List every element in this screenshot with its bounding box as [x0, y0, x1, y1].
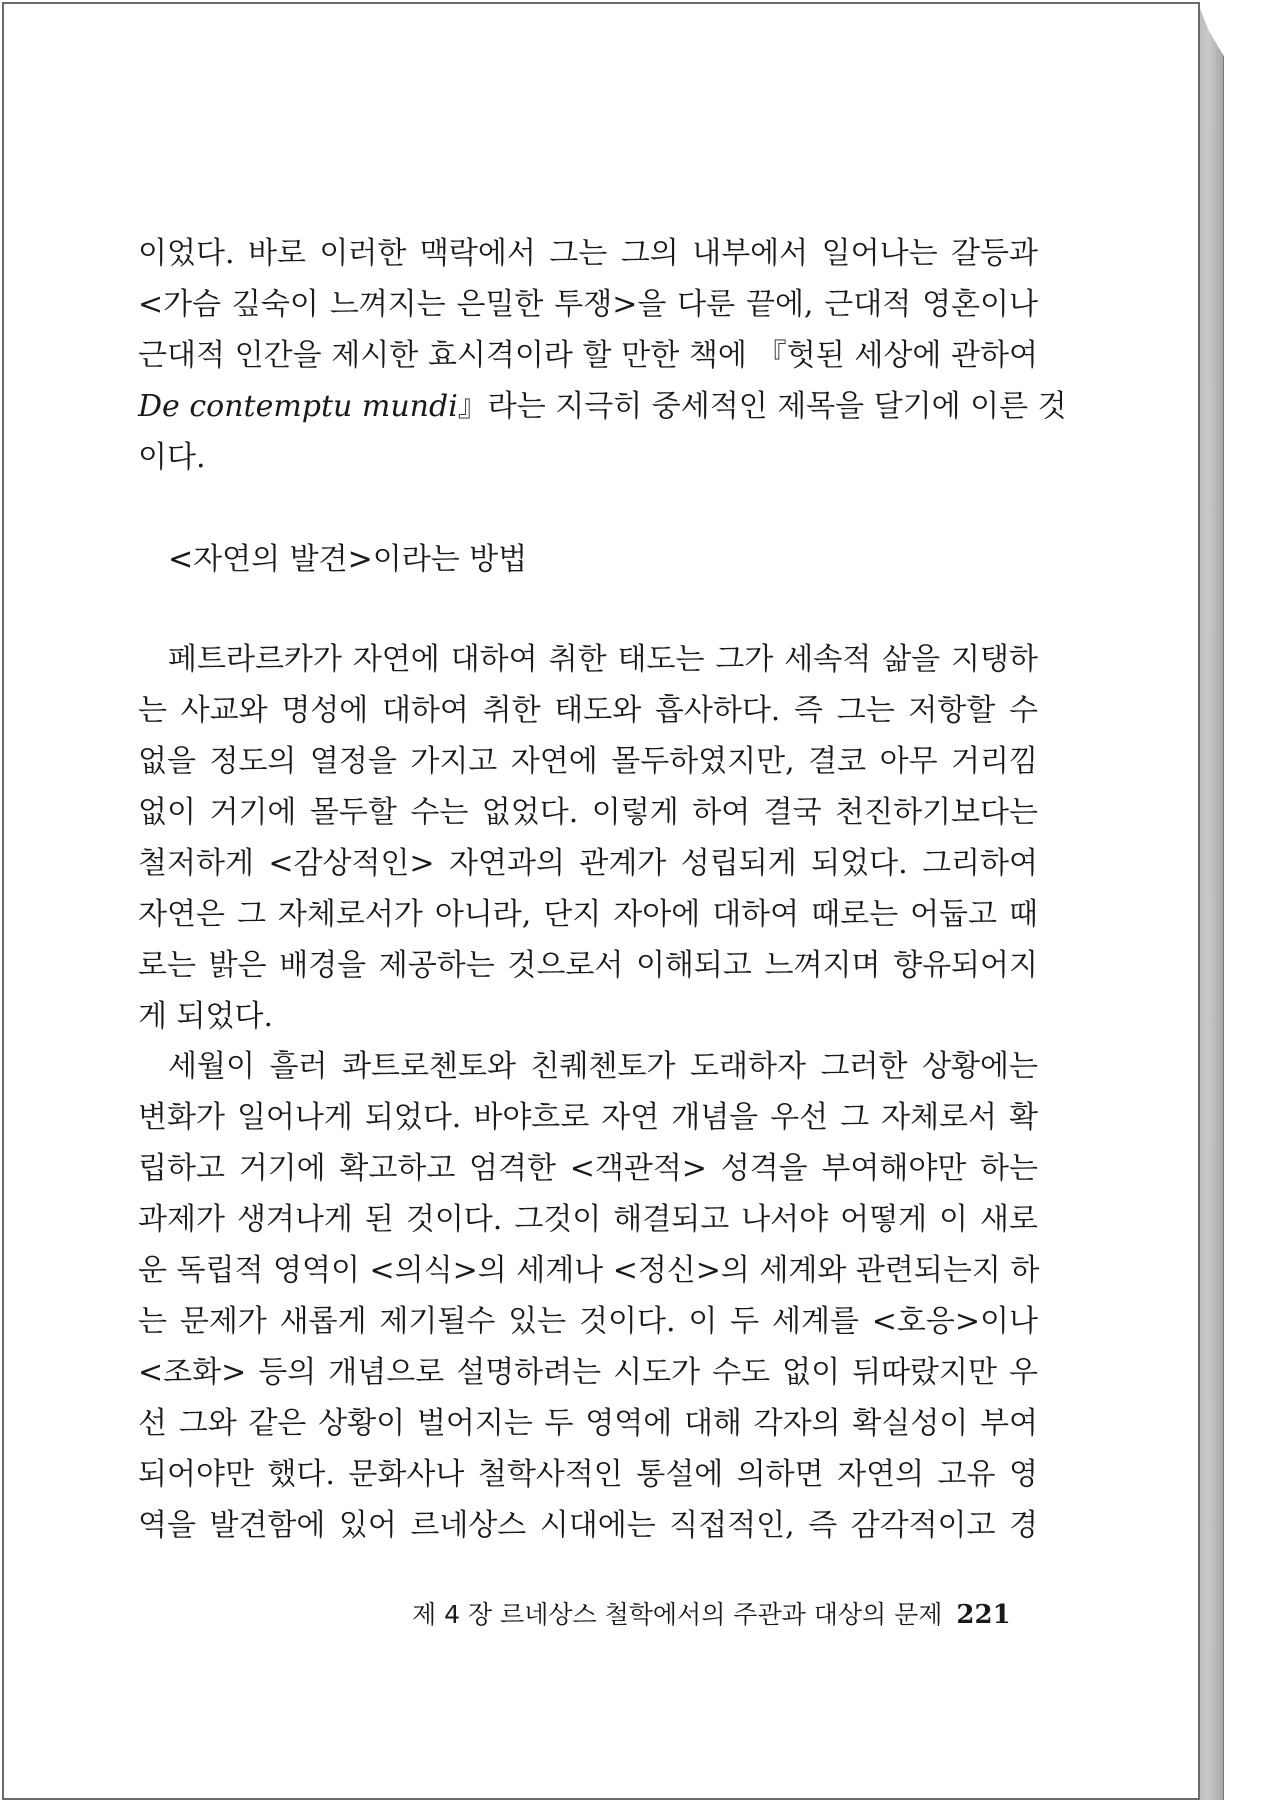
- text-line: 세월이 흘러 콰트로첸토와 친퀘첸토가 도래하자 그러한 상황에는: [168, 1049, 1038, 1084]
- paragraph-nature-attitude: [138, 634, 1038, 1042]
- text-line: <조화> 등의 개념으로 설명하려는 시도가 수도 없이 뒤따랐지만 우: [138, 1355, 1038, 1390]
- text-line-with-latin-title: [138, 381, 1067, 432]
- paragraph-quattrocento: [138, 1041, 1038, 1551]
- text-line: 철저하게 <감상적인> 자연과의 관계가 성립되게 되었다. 그리하여: [138, 846, 1038, 881]
- paragraph-continuation: [138, 228, 1067, 483]
- text-line: 근대적 인간을 제시한 효시격이라 할 만한 책에 『헛된 세상에 관하여: [138, 338, 1038, 373]
- text-line: 되어야만 했다. 문화사나 철학사적인 통설에 의하면 자연의 고유 영: [138, 1457, 1038, 1492]
- text-line: 게 되었다.: [138, 999, 273, 1034]
- running-footer: [412, 1595, 1011, 1631]
- text-line: 는 문제가 새롭게 제기될수 있는 것이다. 이 두 세계를 <호응>이나: [138, 1304, 1038, 1339]
- text-line: 페트라르카가 자연에 대하여 취한 태도는 그가 세속적 삶을 지탱하: [168, 642, 1038, 677]
- text-line: 역을 발견함에 있어 르네상스 시대에는 직접적인, 즉 감각적이고 경: [138, 1508, 1038, 1543]
- text-line: 로는 밝은 배경을 제공하는 것으로서 이해되고 느껴지며 향유되어지: [138, 948, 1038, 983]
- text-line: 자연은 그 자체로서가 아니라, 단지 자아에 대하여 때로는 어둡고 때: [138, 897, 1038, 932]
- text-line: 변화가 일어나게 되었다. 바야흐로 자연 개념을 우선 그 자체로서 확: [138, 1100, 1038, 1135]
- text-line: 없이 거기에 몰두할 수는 없었다. 이렇게 하여 결국 천진하기보다는: [138, 795, 1038, 830]
- text-line: 립하고 거기에 확고하고 엄격한 <객관적> 성격을 부여해야만 하는: [138, 1151, 1038, 1186]
- text-line: 이었다. 바로 이러한 맥락에서 그는 그의 내부에서 일어나는 갈등과: [138, 236, 1038, 271]
- text-line: 없을 정도의 열정을 가지고 자연에 몰두하였지만, 결코 아무 거리낌: [138, 744, 1038, 779]
- page-number: 221: [956, 1600, 1011, 1630]
- section-heading: <자연의 발견>이라는 방법: [168, 542, 528, 577]
- text-line: 과제가 생겨나게 된 것이다. 그것이 해결되고 나서야 어떻게 이 새로: [138, 1202, 1038, 1237]
- text-line: 는 사교와 명성에 대하여 취한 태도와 흡사하다. 즉 그는 저항할 수: [138, 693, 1038, 728]
- latin-book-title: De contemptu mundi: [138, 389, 458, 424]
- chapter-running-title: 제 4 장 르네상스 철학에서의 주관과 대상의 문제: [412, 1600, 943, 1629]
- text-line: 선 그와 같은 상황이 벌어지는 두 영역에 대해 각자의 확실성이 부여: [138, 1406, 1038, 1441]
- text-line: 운 독립적 영역이 <의식>의 세계나 <정신>의 세계와 관련되는지 하: [138, 1253, 1040, 1288]
- text-line: <가슴 깊숙이 느껴지는 은밀한 투쟁>을 다룬 끝에, 근대적 영혼이나: [138, 287, 1038, 322]
- text-line: 이다.: [138, 440, 206, 475]
- text-line-remainder: 』라는 지극히 중세적인 제목을 달기에 이른 것: [457, 389, 1067, 424]
- page-stack-edge: [1199, 6, 1224, 1800]
